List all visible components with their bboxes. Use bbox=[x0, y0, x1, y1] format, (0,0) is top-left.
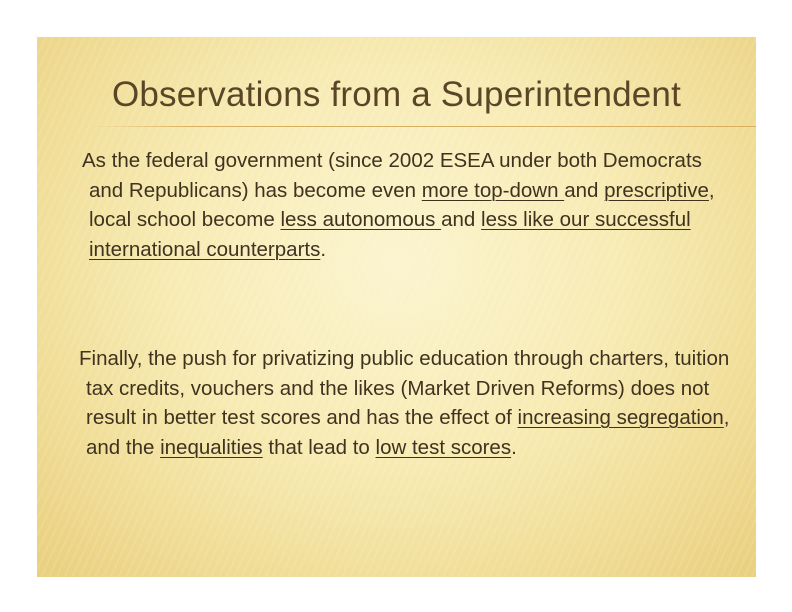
underlined-phrase: low test scores bbox=[375, 435, 512, 459]
paragraph-text: , local school become bbox=[89, 178, 715, 231]
paragraph-text: and bbox=[564, 178, 605, 202]
paragraph-text: , and the bbox=[86, 406, 730, 459]
slide bbox=[37, 37, 756, 577]
paragraph-text: . bbox=[320, 237, 327, 261]
paragraph-privatization bbox=[79, 344, 736, 462]
underlined-phrase: less like our successful international counterparts bbox=[89, 208, 691, 261]
paragraph-text: that lead to bbox=[262, 435, 376, 459]
underlined-phrase: increasing segregation bbox=[517, 406, 724, 429]
paragraph-text: . bbox=[511, 435, 517, 459]
paragraph-text: As the federal government (since 2002 ESEA under both Democrats and Republicans) has become even bbox=[82, 149, 702, 202]
paragraph-federal-government bbox=[82, 146, 739, 264]
paragraph-text: Finally, the push for privatizing public education through charters, tuition tax credits, vouchers and the likes (Market Driven Reforms) does not result in better test scores and has the effect of bbox=[79, 347, 730, 429]
underlined-phrase: prescriptive bbox=[604, 178, 709, 202]
slide-title: Observations from a Superintendent bbox=[111, 75, 682, 114]
paragraph-text: and bbox=[441, 208, 482, 231]
underlined-phrase: inequalities bbox=[160, 435, 263, 459]
underlined-phrase: less autonomous bbox=[280, 208, 442, 231]
underlined-phrase: more top-down bbox=[421, 178, 565, 202]
title-divider bbox=[91, 126, 756, 127]
